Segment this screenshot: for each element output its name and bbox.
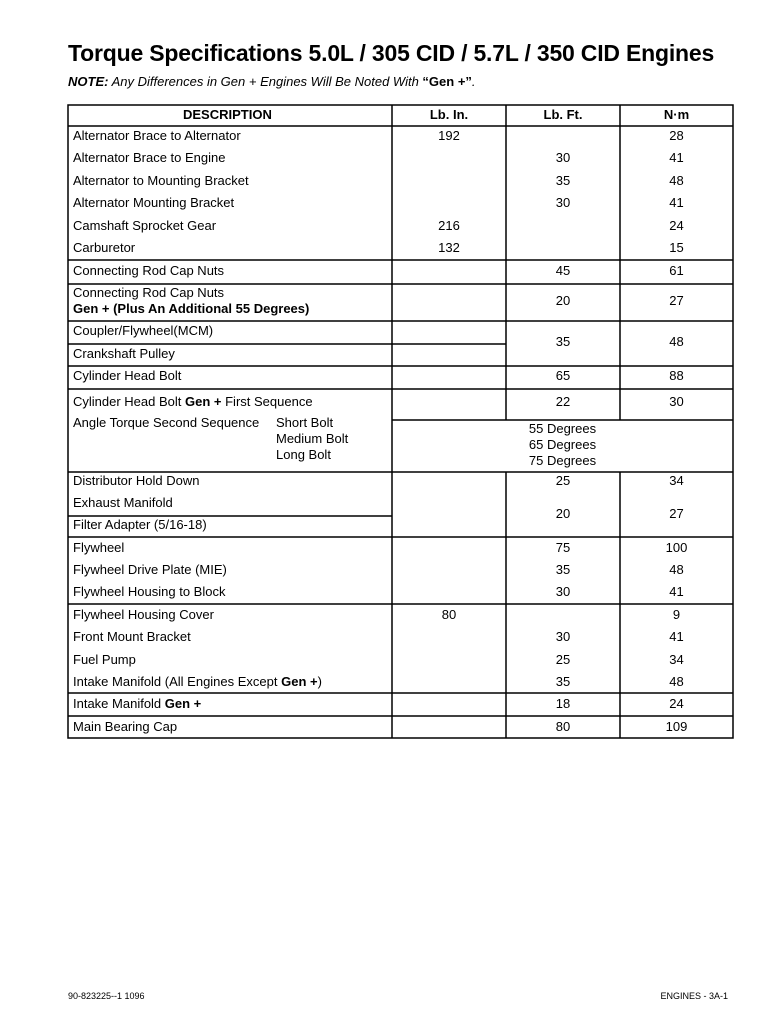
row-desc: Connecting Rod Cap Nuts [73,263,225,278]
row-nm: 34 [669,652,684,667]
row-desc: Connecting Rod Cap Nuts [73,285,225,300]
page-title: Torque Specifications 5.0L / 305 CID / 5.7L / 350 CID Engines [68,40,715,66]
bolt-short: Short Bolt [276,415,334,430]
row-desc: Carburetor [73,240,136,255]
row-lb-ft: 30 [555,629,571,644]
row-lb-ft: 65 [555,368,571,383]
angle-long: 75 Degrees [528,453,597,468]
row-lb-in: 132 [438,240,460,255]
row-desc: Filter Adapter (5/16-18) [73,517,207,532]
row-lb-ft: 45 [555,263,571,278]
row-nm: 24 [669,218,684,233]
row-lb-in: 216 [438,218,460,233]
row-desc [73,696,201,712]
row-desc-text: First Sequence [221,394,313,409]
bolt-long: Long Bolt [276,447,331,462]
row-nm: 109 [665,719,688,734]
note-end: . [471,74,476,89]
note-text: Any Differences in Gen + Engines Will Be Noted With [108,74,423,89]
row-desc: Alternator Mounting Bracket [73,195,235,210]
row-lb-ft: 35 [555,173,571,188]
row-desc: Flywheel Drive Plate (MIE) [73,562,227,577]
row-lb-ft: 35 [555,562,571,577]
note-label: NOTE: [68,74,109,89]
row-desc: Flywheel Housing to Block [73,584,226,599]
row-lb-ft: 30 [555,584,571,599]
row-nm: 88 [669,368,684,383]
row-desc: Flywheel Housing Cover [73,607,214,622]
row-desc: Flywheel [73,540,125,555]
row-nm: 48 [669,173,684,188]
row-lb-ft: 18 [555,696,571,711]
row-nm: 15 [669,240,684,255]
row-nm: 41 [669,150,684,165]
note-quote: “Gen +” [422,74,472,89]
row-desc: Coupler/Flywheel(MCM) [73,323,214,338]
row-lb-ft: 80 [555,719,571,734]
row-nm: 30 [669,394,684,409]
row-desc: Alternator Brace to Engine [73,150,226,165]
footer-page-label: ENGINES - 3A-1 [660,991,728,1001]
row-lb-ft: 35 [555,334,571,349]
row-nm: 27 [669,506,684,521]
row-desc-text: Intake Manifold (All Engines Except [73,674,282,689]
row-desc-gen-plus: Gen + [185,394,222,409]
header-nm: N·m [663,107,690,122]
row-desc-gen-plus: Gen + [164,696,202,711]
row-lb-ft: 22 [555,394,571,409]
row-desc: Cylinder Head Bolt [73,368,182,383]
header-lb-ft: Lb. Ft. [543,107,583,122]
row-desc-text: Intake Manifold [73,696,165,711]
row-nm: 24 [669,696,684,711]
row-lb-ft: 20 [555,293,571,308]
row-nm: 61 [669,263,684,278]
row-desc [73,674,322,690]
footer-doc-number: 90-823225--1 1096 [68,991,145,1001]
row-nm: 41 [669,584,684,599]
row-lb-ft: 20 [555,506,571,521]
row-nm: 27 [669,293,684,308]
header-description: DESCRIPTION [183,107,272,122]
row-desc-text: Cylinder Head Bolt [73,394,185,409]
row-nm: 48 [669,334,684,349]
row-lb-in: 192 [438,128,460,143]
row-desc-gen-plus: Gen + [281,674,318,689]
row-nm: 48 [669,562,684,577]
row-desc: Main Bearing Cap [73,719,178,734]
row-desc: Front Mount Bracket [73,629,191,644]
row-nm: 41 [669,195,684,210]
row-lb-ft: 30 [555,150,571,165]
row-desc-text: ) [317,674,322,689]
row-desc: Fuel Pump [73,652,136,667]
row-nm: 34 [669,473,684,488]
row-desc: Alternator Brace to Alternator [73,128,241,143]
angle-short: 55 Degrees [528,421,597,436]
bolt-medium: Medium Bolt [276,431,349,446]
row-nm: 9 [672,607,681,622]
row-lb-ft: 75 [555,540,571,555]
note-line [68,74,476,89]
row-lb-ft: 25 [555,473,571,488]
angle-medium: 65 Degrees [528,437,597,452]
row-desc: Exhaust Manifold [73,495,173,510]
row-desc: Angle Torque Second Sequence [73,415,260,430]
row-nm: 100 [665,540,688,555]
row-desc-gen-plus: Gen + (Plus An Additional 55 Degrees) [73,301,310,316]
row-desc: Crankshaft Pulley [73,346,175,361]
row-nm: 28 [669,128,684,143]
header-lb-in: Lb. In. [429,107,469,122]
row-desc: Camshaft Sprocket Gear [73,218,217,233]
row-desc [73,394,313,410]
row-lb-in: 80 [441,607,457,622]
row-lb-ft: 25 [555,652,571,667]
row-nm: 41 [669,629,684,644]
row-desc: Alternator to Mounting Bracket [73,173,249,188]
row-desc: Distributor Hold Down [73,473,200,488]
row-lb-ft: 30 [555,195,571,210]
row-nm: 48 [669,674,684,689]
row-lb-ft: 35 [555,674,571,689]
